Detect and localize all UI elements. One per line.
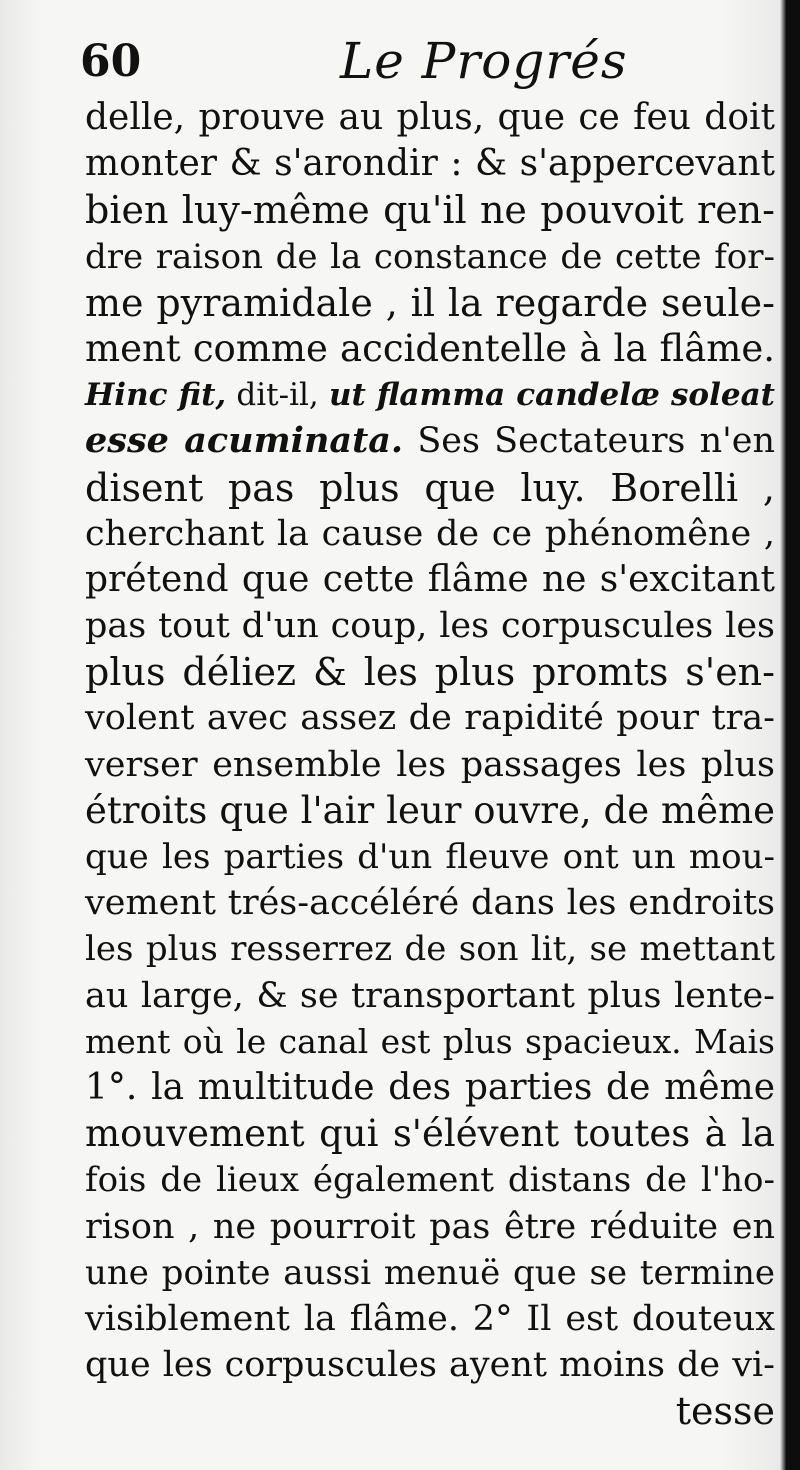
- text-line: une pointe aussi menuë que se termine: [85, 1252, 775, 1293]
- text-line: 1°. la multitude des parties de même: [85, 1066, 775, 1108]
- running-head: Le Progrés: [340, 32, 628, 90]
- text-fragment: Ses Sectateurs n'en: [403, 421, 775, 462]
- latin-phrase: ut flamma candelæ soleat: [328, 377, 775, 414]
- text-line: prétend que cette flâme ne s'excitant: [85, 558, 775, 600]
- latin-phrase: esse acuminata.: [85, 420, 404, 462]
- text-line: volent avec assez de rapidité pour tra-: [85, 698, 775, 739]
- text-line: cherchant la cause de ce phénomêne ,: [85, 513, 775, 554]
- text-line: dre raison de la constance de cette for-: [85, 236, 775, 277]
- text-line: bien luy-même qu'il ne pouvoit ren-: [85, 188, 775, 233]
- text-line: les plus resserrez de son lit, se mettant: [85, 929, 775, 970]
- text-line: ment comme accidentelle à la flâme.: [85, 326, 775, 370]
- text-line: [85, 372, 775, 418]
- text-line: me pyramidale , il la regarde seule-: [85, 280, 775, 325]
- text-line: étroits que l'air leur ouvre, de même: [85, 788, 775, 832]
- text-line: vement trés-accéléré dans les endroits: [85, 883, 775, 924]
- text-line: disent pas plus que luy. Borelli ,: [85, 465, 775, 510]
- text-line: au large, & se transportant plus lente-: [85, 975, 775, 1016]
- text-line: [85, 418, 775, 464]
- text-line: plus déliez & les plus promts s'en-: [85, 650, 775, 695]
- text-fragment: dit-il,: [226, 377, 329, 414]
- text-line: visiblement la flâme. 2° Il est douteux: [85, 1298, 775, 1339]
- book-binding-edge: [786, 0, 800, 1470]
- text-line: mouvement qui s'élévent toutes à la: [85, 1112, 775, 1156]
- text-line: que les parties d'un fleuve ont un mou-: [85, 837, 775, 877]
- page-number: 60: [80, 36, 142, 87]
- text-line: rison , ne pourroit pas être réduite en: [85, 1206, 775, 1247]
- catchword: tesse: [675, 1389, 775, 1434]
- text-line: monter & s'arondir : & s'appercevant: [85, 143, 775, 185]
- text-line: verser ensemble les passages les plus: [85, 744, 775, 785]
- text-line: que les corpuscules ayent moins de vi-: [85, 1345, 775, 1386]
- page-header: [80, 28, 760, 90]
- text-line: ment où le canal est plus spacieux. Mais: [85, 1021, 775, 1061]
- text-line: delle, prouve au plus, que ce feu doit: [85, 97, 775, 138]
- text-line: fois de lieux également distans de l'ho-: [85, 1160, 775, 1201]
- latin-phrase: Hinc fit,: [85, 377, 227, 414]
- text-line: pas tout d'un coup, les corpuscules les: [85, 606, 775, 647]
- body-text: [85, 95, 775, 1434]
